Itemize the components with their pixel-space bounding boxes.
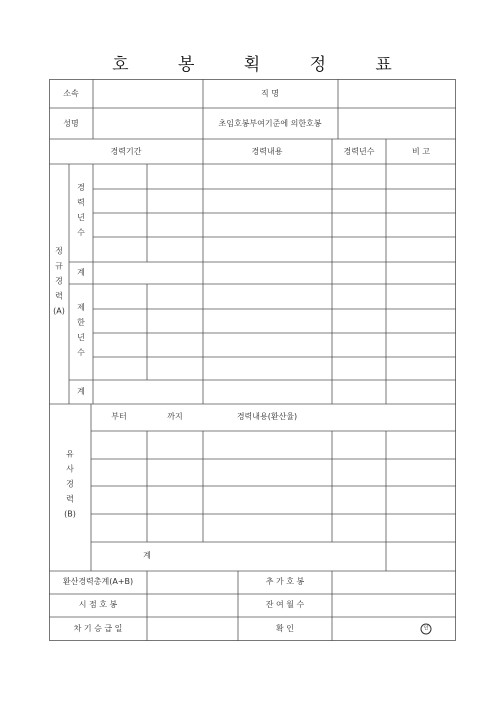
limited-years-subtotal-label: 계 — [77, 387, 85, 396]
extra-steps-input[interactable] — [334, 573, 458, 594]
label-affiliation: 소속 — [63, 89, 79, 98]
name-input[interactable] — [95, 110, 205, 139]
career-years-label: 경 력 년 수 — [77, 183, 85, 237]
affiliation-input[interactable] — [95, 81, 205, 108]
remaining-months-input[interactable] — [334, 596, 458, 617]
header-career-period: 경력기간 — [110, 147, 142, 156]
label-remaining-months: 잔 여 월 수 — [265, 600, 305, 609]
header-remarks: 비 고 — [412, 147, 430, 156]
career-years-subtotal-label: 계 — [77, 268, 85, 277]
label-confirmation: 확 인 — [276, 624, 294, 633]
position-input[interactable] — [340, 81, 458, 108]
seal-stamp-icon: 인 — [421, 624, 432, 635]
limited-years-label: 제 한 년 수 — [77, 303, 85, 357]
table-grid — [49, 79, 456, 641]
header-to: 까지 — [167, 412, 183, 421]
header-career-years: 경력년수 — [343, 147, 375, 156]
header-from: 부터 — [111, 412, 127, 421]
label-name: 성명 — [63, 119, 79, 128]
header-content-converted: 경력내용(환산율) — [236, 412, 298, 421]
initial-pay-step-input[interactable] — [340, 110, 458, 139]
label-initial-pay-step: 초임호봉부여기준에 의한호봉 — [218, 119, 322, 128]
label-position: 직 명 — [261, 89, 279, 98]
label-extra-steps: 추 가 호 봉 — [265, 577, 305, 586]
header-career-content: 경력내용 — [251, 147, 283, 156]
similar-career-subtotal-label: 계 — [143, 551, 151, 560]
page-title: 호 봉 획 정 표 — [112, 55, 414, 75]
label-start-step: 시 점 호 봉 — [78, 600, 118, 609]
start-step-input[interactable] — [149, 596, 240, 617]
label-next-raise-date: 차 기 승 급 일 — [73, 624, 123, 633]
converted-total-input[interactable] — [149, 573, 240, 594]
regular-career-label: 정 규 경 력 (A) — [53, 246, 65, 316]
similar-career-label: 유 사 경 력 (B) — [64, 449, 76, 519]
pay-step-form-table — [49, 79, 456, 641]
label-converted-total: 환산경력총계(A+B) — [62, 577, 134, 586]
next-raise-date-input[interactable] — [149, 619, 240, 641]
